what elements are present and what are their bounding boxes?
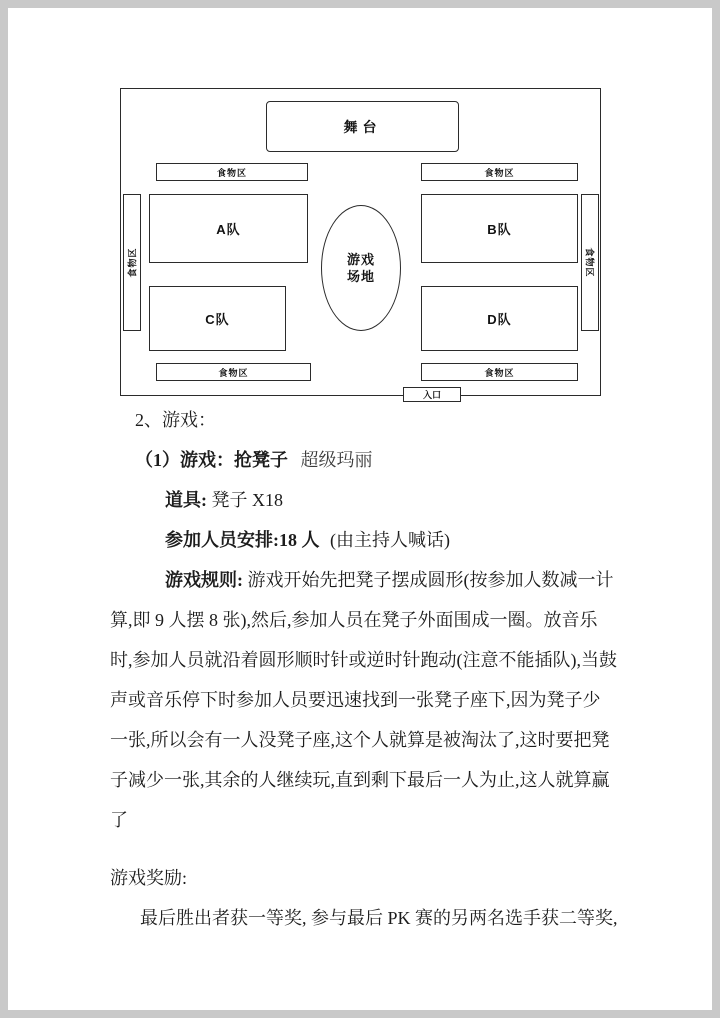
entrance-box bbox=[403, 387, 461, 402]
food-label: 食物区 bbox=[127, 247, 138, 278]
rules-paragraph bbox=[110, 560, 618, 840]
team-c-label: C队 bbox=[205, 312, 230, 327]
game-title-bold: （1）游戏：抢凳子 bbox=[135, 450, 288, 470]
food-area-right bbox=[581, 194, 599, 331]
game-title-line bbox=[110, 440, 618, 480]
rules-body: 游戏开始先把凳子摆成圆形(按参加人数减一计算,即 9 人摆 8 张),然后,参加人员在凳子外面围成一圈。放音乐时,参加人员就沿着圆形顺时针或逆时针跑动(注意不能插队),当鼓声或音乐停下时参加人员要迅速找到一张凳子座下,因为凳子少一张,所以会有一人没凳子座,这个人就算是被淘汰了,这时要把凳子减少一张,其余的人继续玩,直到剩下最后一人为止,这人就算赢了 bbox=[110, 570, 617, 830]
reward-line-text: 最后胜出者获一等奖, 参与最后 PK 赛的另两名选手获二等奖, bbox=[140, 908, 618, 928]
team-d-box bbox=[421, 286, 578, 351]
venue-diagram bbox=[120, 88, 601, 400]
reward-heading bbox=[110, 840, 618, 898]
props-value: 凳子 X18 bbox=[211, 490, 283, 510]
team-a-box bbox=[149, 194, 308, 263]
section-heading bbox=[110, 400, 618, 440]
reward-line bbox=[110, 898, 618, 938]
participants-bold: 参加人员安排:18 人 bbox=[165, 530, 320, 550]
food-label: 食物区 bbox=[216, 167, 247, 178]
game-field-ellipse bbox=[321, 205, 401, 331]
document-page bbox=[8, 8, 712, 1010]
food-area-bottom-right bbox=[421, 363, 578, 381]
team-c-box bbox=[149, 286, 286, 351]
team-b-box bbox=[421, 194, 578, 263]
food-label: 食物区 bbox=[218, 367, 249, 378]
food-area-left bbox=[123, 194, 141, 331]
rules-label: 游戏规则: bbox=[165, 570, 243, 590]
section-heading-text: 2、游戏： bbox=[135, 410, 216, 430]
game-title-sub: 超级玛丽 bbox=[300, 450, 373, 470]
food-label: 食物区 bbox=[584, 247, 595, 278]
team-b-label: B队 bbox=[487, 222, 512, 237]
food-area-top-right bbox=[421, 163, 578, 181]
participants-line bbox=[110, 520, 618, 560]
food-area-bottom-left bbox=[156, 363, 311, 381]
food-area-top-left bbox=[156, 163, 308, 181]
team-a-label: A队 bbox=[216, 222, 241, 237]
props-line bbox=[110, 480, 618, 520]
entrance-label: 入口 bbox=[422, 390, 441, 400]
participants-note: (由主持人喊话) bbox=[330, 530, 450, 550]
game-field-label: 游戏场地 bbox=[346, 252, 375, 284]
food-label: 食物区 bbox=[484, 367, 515, 378]
food-label: 食物区 bbox=[484, 167, 515, 178]
stage-box bbox=[266, 101, 459, 152]
document-body bbox=[110, 400, 618, 938]
props-label: 道具: bbox=[165, 490, 207, 510]
stage-label: 舞台 bbox=[343, 118, 382, 135]
team-d-label: D队 bbox=[487, 312, 512, 327]
reward-heading-text: 游戏奖励: bbox=[110, 868, 188, 888]
